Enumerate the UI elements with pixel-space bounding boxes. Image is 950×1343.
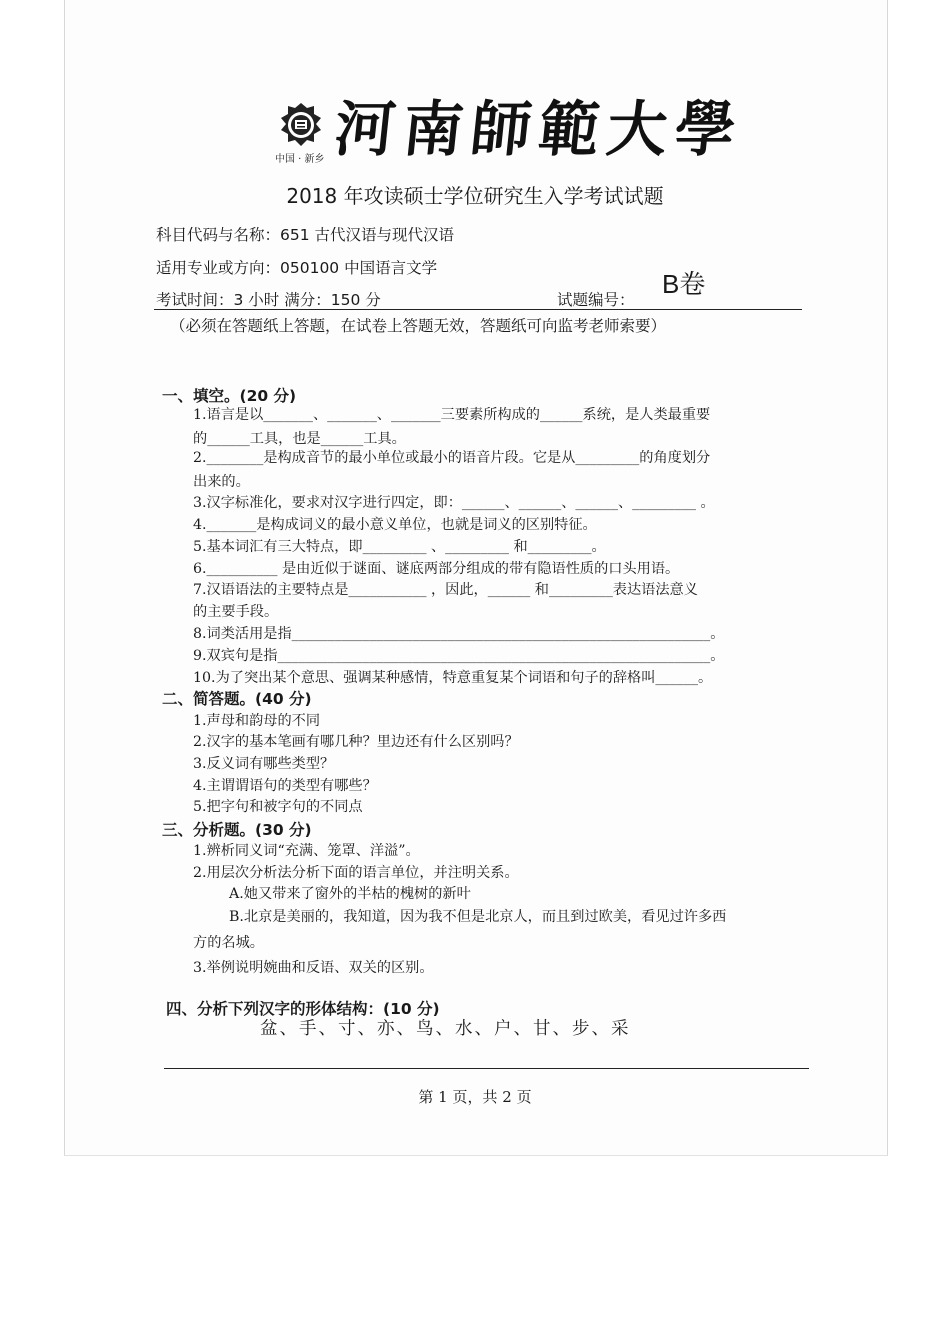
exam-title: 2018 年攻读硕士学位研究生入学考试试题 — [286, 184, 664, 208]
s1-line: 的______工具，也是______工具。 — [193, 431, 406, 447]
section4-heading: 四、分析下列汉字的形体结构：(10 分) — [166, 1000, 440, 1018]
s3-q3: 3.举例说明婉曲和反语、双关的区别。 — [193, 960, 434, 976]
s3-q1: 1.辨析同义词“充满、笼罩、洋溢”。 — [193, 843, 420, 859]
s1-line: 2.________是构成音节的最小单位或最小的语音片段。它是从_________的角度划分 — [193, 450, 711, 466]
university-name: 河南師範大學 — [331, 95, 747, 165]
subject-line: 科目代码与名称：651 古代汉语与现代汉语 — [156, 226, 455, 244]
section2-heading: 二、简答题。(40 分) — [162, 690, 312, 708]
s1-line: 4._______是构成词义的最小意义单位，也就是词义的区别特征。 — [193, 517, 597, 533]
s2-item: 4.主谓谓语句的类型有哪些？ — [193, 778, 377, 794]
answer-notice: （必须在答题纸上答题，在试卷上答题无效，答题纸可向监考老师索要） — [170, 317, 667, 335]
page-number: 第 1 页，共 2 页 — [418, 1088, 532, 1106]
s3-q2b: B.北京是美丽的，我知道，因为我不但是北京人，而且到过欧美，看见过许多西 — [229, 909, 727, 925]
major-line: 适用专业或方向：050100 中国语言文学 — [156, 259, 438, 277]
s1-line: 3.汉字标准化，要求对汉字进行四定，即：______、______、______、_________ 。 — [193, 495, 715, 511]
s3-q2: 2.用层次分析法分析下面的语言单位，并注明关系。 — [193, 865, 519, 881]
paper-no-value: B卷 — [662, 269, 706, 299]
s1-line: 出来的。 — [193, 474, 250, 490]
header-rule — [154, 309, 802, 310]
s4-chars: 盆、手、寸、亦、鸟、水、户、甘、步、采 — [260, 1019, 631, 1039]
s2-item: 2.汉字的基本笔画有哪几种？里边还有什么区别吗？ — [193, 734, 519, 750]
footer-rule — [164, 1068, 809, 1069]
section3-heading: 三、分析题。(30 分) — [162, 821, 312, 839]
s1-line: 的主要手段。 — [193, 604, 279, 620]
s1-line: 8.词类活用是指___________________________________________________________。 — [193, 626, 725, 642]
s1-line: 7.汉语语法的主要特点是___________ ，因此，______ 和_________表达语法意义 — [193, 582, 698, 598]
time-line: 考试时间：3 小时 满分：150 分 — [156, 291, 381, 309]
s1-line: 1.语言是以_______、_______、_______三要素所构成的______系统，是人类最重要 — [193, 407, 711, 423]
s2-item: 5.把字句和被字句的不同点 — [193, 799, 363, 815]
s1-line: 9.双宾句是指_____________________________________________________________。 — [193, 648, 725, 664]
s2-item: 1.声母和韵母的不同 — [193, 713, 321, 729]
logo-place-text: 中国 · 新乡 — [275, 154, 325, 165]
s1-line: 6.__________ 是由近似于谜面、谜底两部分组成的带有隐语性质的口头用语。 — [193, 561, 680, 577]
exam-sheet — [64, 0, 888, 1156]
s3-q2b-cont: 方的名城。 — [193, 935, 264, 951]
paper-no-label: 试题编号： — [557, 291, 635, 309]
s1-line: 10.为了突出某个意思、强调某种感情，特意重复某个词语和句子的辞格叫______。 — [193, 670, 713, 686]
s3-q2a: A.她又带来了窗外的半枯的槐树的新叶 — [229, 886, 471, 902]
section1-heading: 一、填空。(20 分) — [162, 387, 297, 405]
s2-item: 3.反义词有哪些类型？ — [193, 756, 335, 772]
s1-line: 5.基本词汇有三大特点，即_________ 、_________ 和_________。 — [193, 539, 606, 555]
